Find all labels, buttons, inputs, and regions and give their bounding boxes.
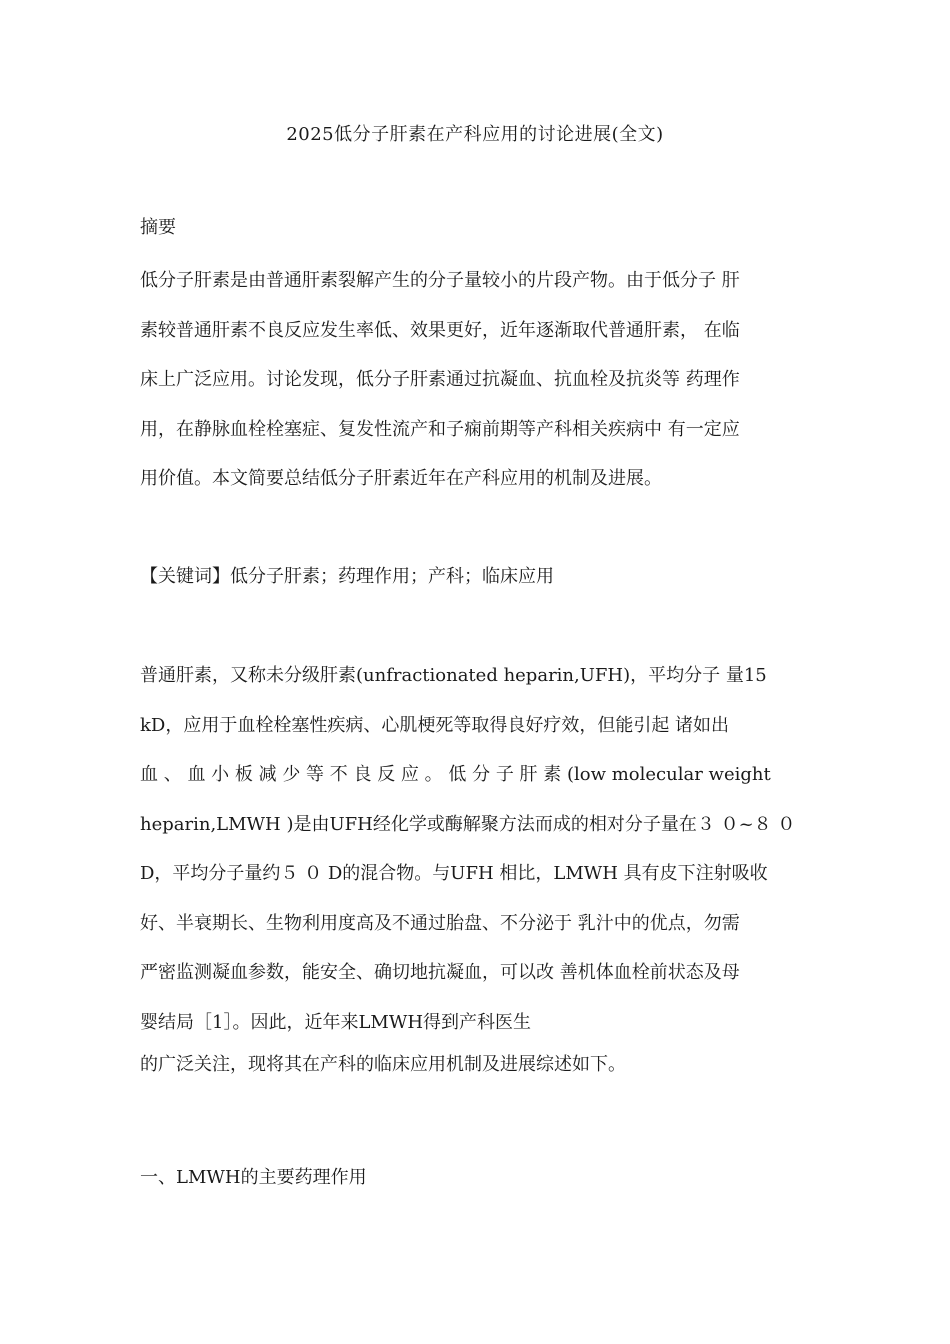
body-paragraph-tail: 的广泛关注，现将其在产科的临床应用机制及进展综述如下。 (140, 1054, 626, 1075)
abstract-paragraph (140, 256, 826, 504)
body-line: heparin,LMWH )是由UFH经化学或酶解聚方法而成的相对分子量在３ ０~８ ０ (140, 813, 796, 835)
abstract-label: 摘要 (140, 217, 176, 238)
body-line: 婴结局［1］。因此，近年来LMWH得到产科医生 (140, 1011, 532, 1033)
document-title: 2025低分子肝素在产科应用的讨论进展(全文) (286, 124, 664, 145)
abstract-line: 床上广泛应用。讨论发现，低分子肝素通过抗凝血、抗血栓及抗炎等 药理作 (140, 369, 740, 390)
body-line: 血 、 血 小 板 减 少 等 不 良 反 应 。 低 分 子 肝 素 (low molecular weight (140, 764, 771, 785)
abstract-line: 低分子肝素是由普通肝素裂解产生的分子量较小的片段产物。由于低分子 肝 (140, 270, 740, 291)
abstract-line: 素较普通肝素不良反应发生率低、效果更好，近年逐渐取代普通肝素， 在临 (140, 319, 740, 341)
section-heading: 一、LMWH的主要药理作用 (140, 1167, 367, 1188)
body-paragraph (140, 651, 826, 1047)
body-line: 普通肝素，又称未分级肝素(unfractionated heparin,UFH)，平均分子 量15 (140, 665, 767, 686)
abstract-line: 用价值。本文简要总结低分子肝素近年在产科应用的机制及进展。 (140, 468, 662, 489)
abstract-line: 用，在静脉血栓栓塞症、复发性流产和子痫前期等产科相关疾病中 有一定应 (140, 418, 740, 440)
body-line: D，平均分子量约５ ０ D的混合物。与UFH 相比，LMWH 具有皮下注射吸收 (140, 863, 768, 884)
body-line: kD，应用于血栓栓塞性疾病、心肌梗死等取得良好疗效，但能引起 诸如出 (140, 714, 730, 736)
keywords-line: 【关键词】低分子肝素；药理作用；产科；临床应用 (140, 566, 554, 587)
body-line: 好、半衰期长、生物利用度高及不通过胎盘、不分泌于 乳汁中的优点，勿需 (140, 912, 740, 934)
body-line: 严密监测凝血参数，能安全、确切地抗凝血，可以改 善机体血栓前状态及母 (140, 962, 740, 983)
